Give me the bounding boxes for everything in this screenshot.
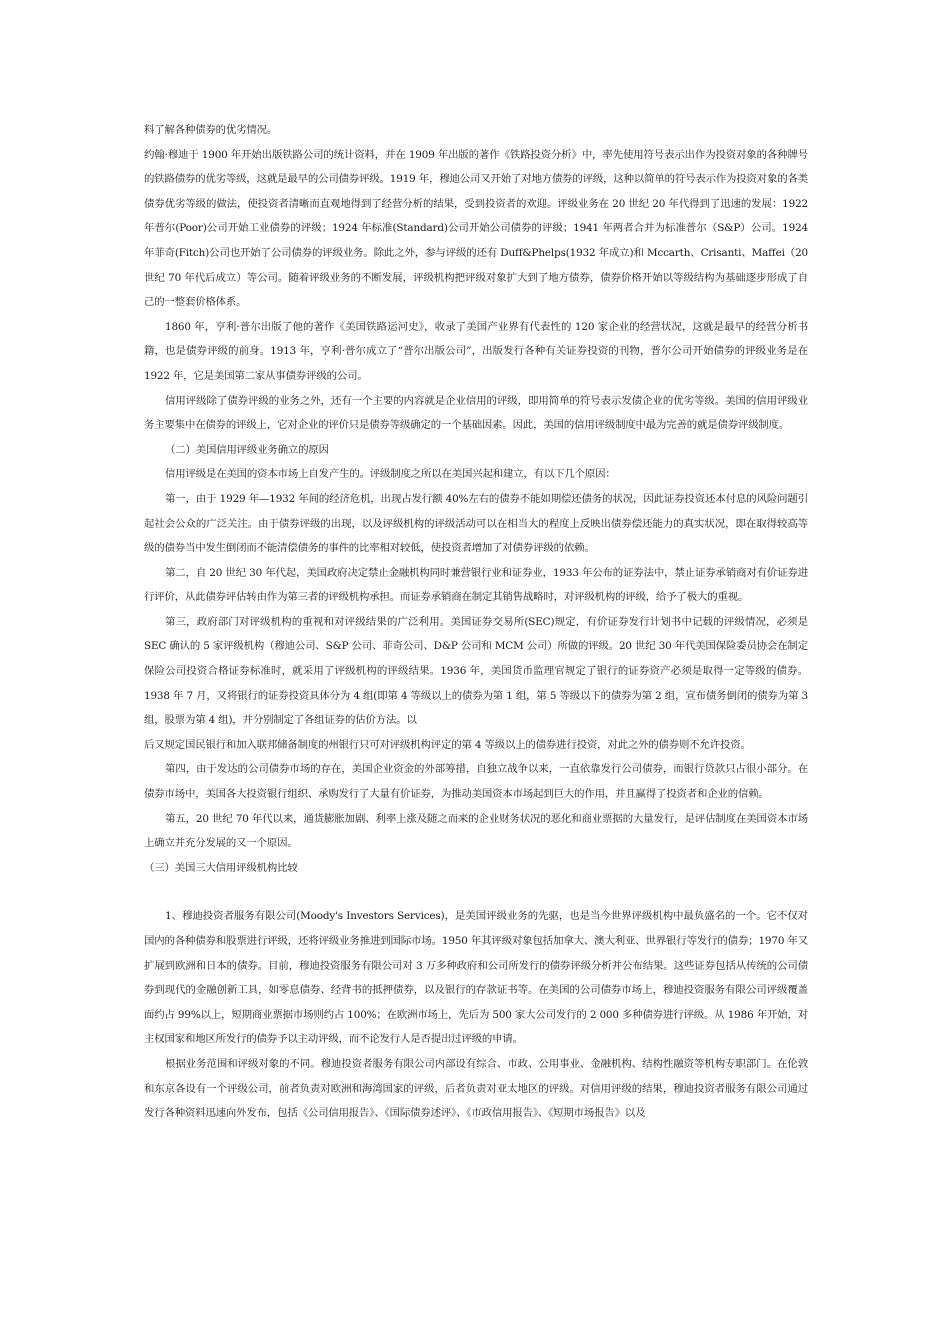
document-page [144, 118, 808, 1126]
paragraph: 1860 年，亨利·普尔出版了他的著作《美国铁路运河史》，收录了美国产业界有代表性的 120 家企业的经营状况，这就是最早的经营分析书籍，也是债券评级的前身。1913 年，亨利·普尔成立了“普尔出版公司”，出版发行各种有关证券投资的刊物，普尔公司开始债券的评级业务是在 1922 年，它是美国第二家从事债券评级的公司。 [144, 320, 808, 382]
paragraph: 第二，自 20 世纪 30 年代起，美国政府决定禁止金融机构同时兼营银行业和证券业，1933 年公布的证券法中，禁止证券承销商对有价证券进行评价，从此债券评估转由作为第三者的评级机构承担。而证券承销商在制定其销售战略时，对评级机构的评级，给予了极大的重视。 [144, 566, 808, 604]
section-heading: （二）美国信用评级业务确立的原因 [165, 443, 329, 456]
paragraph: 信用评级除了债券评级的业务之外，还有一个主要的内容就是企业信用的评级，即用简单的符号表示发债企业的优劣等级。美国的信用评级业务主要集中在债券的评级上，它对企业的评价只是债券等级确定的一个基础因素。因此，美国的信用评级制度中最为完善的就是债券评级制度。 [144, 394, 808, 432]
paragraph: 第一，由于 1929 年—1932 年间的经济危机，出现占发行额 40%左右的债券不能如期偿还债务的状况，因此证券投资还本付息的风险问题引起社会公众的广泛关注。由于债券评级的出现，以及评级机构的评级活动可以在相当大的程度上反映出债券偿还能力的真实状况，即在取得较高等级的债券当中发生倒闭而不能清偿债务的事件的比率相对较低，使投资者增加了对债券评级的依赖。 [144, 492, 808, 555]
paragraph: 料了解各种债券的优劣情况。 [144, 124, 278, 136]
blank-line [144, 880, 808, 904]
paragraph: 信用评级是在美国的资本市场上自发产生的。评级制度之所以在美国兴起和建立，有以下几个原因： [165, 468, 616, 481]
paragraph: 后又规定国民银行和加入联邦储备制度的州银行只可对评级机构评定的第 4 等级以上的债券进行投资，对此之外的债券则不允许投资。 [144, 738, 751, 751]
paragraph: 第四，由于发达的公司债券市场的存在，美国企业资金的外部筹措，自独立战争以来，一直依靠发行公司债券，而银行贷款只占很小部分。在债券市场中，美国各大投资银行组织、承购发行了大量有价证券，为推动美国资本市场起到巨大的作用，并且赢得了投资者和企业的信赖。 [144, 763, 808, 801]
paragraph: 第三，政府部门对评级机构的重视和对评级结果的广泛利用。美国证券交易所(SEC)规定，有价证券发行计划书中记载的评级情况，必须是 SEC 确认的 5 家评级机构（穆迪公司、S&P 公司、菲奇公司、D&P 公司和 MCM 公司）所做的评级。20 世纪 30 年代美国保险委员协会在制定保险公司投资合格证券标准时，就采用了评级机构的评级结果。1936 年，美国货币监理官规定了银行的证券资产必须是取得一定等级的债券。1938 年 7 月，又将银行的证券投资具体分为 4 组(即第 4 等级以上的债券为第 1 组，第 5 等级以下的债券为第 2 组，宣布债务倒闭的债券为第 3 组，股票为第 4 组)，并分别制定了各组证券的估价方法。以 [144, 615, 808, 727]
paragraph: 根据业务范围和评级对象的不同。穆迪投资者服务有限公司内部设有综合、市政、公用事业、金融机构、结构性融资等机构专职部门。在伦敦和东京各设有一个评级公司，前者负责对欧洲和海湾国家的评级，后者负责对亚太地区的评级。对信用评级的结果，穆迪投资者服务有限公司通过发行各种资料迅速向外发布，包括《公司信用报告》、《国际债券述评》、《市政信用报告》、《短期市场报告》以及 [144, 1057, 808, 1120]
section-heading: （三）美国三大信用评级机构比较 [144, 861, 298, 874]
paragraph: 1、穆迪投资者服务有限公司(Moody's Investors Services)，是美国评级业务的先驱，也是当今世界评级机构中最负盛名的一个。它不仅对国内的各种债券和股票进行评级，还将评级业务推进到国际市场。1950 年其评级对象包括加拿大、澳大利亚、世界银行等发行的债券；1970 年又扩展到欧洲和日本的债券。目前，穆迪投资服务有限公司对 3 万多种政府和公司所发行的债券评级分析并公布结果。这些证券包括从传统的公司债券到现代的金融创新工具，如零息债券、经背书的抵押债券，以及银行的存款证书等。在美国的公司债券市场上，穆迪投资服务有限公司评级覆盖面约占 99%以上，短期商业票据市场则约占 100%；在欧洲市场上，先后为 500 家大公司发行的 2 000 多种债券进行评级。从 1986 年开始，对主权国家和地区所发行的债券予以主动评级，而不论发行人是否提出过评级的申请。 [144, 910, 808, 1046]
paragraph: 约翰·穆迪于 1900 年开始出版铁路公司的统计资料，并在 1909 年出版的著作《铁路投资分析》中，率先使用符号表示出作为投资对象的各种牌号的铁路债券的优劣等级，这就是最早的公司债券评级。1919 年，穆迪公司又开始了对地方债券的评级，这种以简单的符号表示作为投资对象的各类债券优劣等级的做法，使投资者清晰而直观地得到了经营分析的结果，受到投资者的欢迎。评级业务在 20 世纪 20 年代得到了迅速的发展：1922 年普尔(Poor)公司开始工业债券的评级；1924 年标准(Standard)公司开始公司债券的评级；1941 年两者合并为标准普尔（S&P）公司。1924 年菲奇(Fitch)公司也开始了公司债券的评级业务。除此之外，参与评级的还有 Duff&Phelps(1932 年成立)和 Mccarth、Crisanti、Maffei（20 世纪 70 年代后成立）等公司。随着评级业务的不断发展，评级机构把评级对象扩大到了地方债券，债券价格开始以等级结构为基础逐步形成了自己的一整套价格体系。 [144, 148, 808, 309]
paragraph: 第五，20 世纪 70 年代以来，通货膨胀加剧、利率上涨及随之而来的企业财务状况的恶化和商业票据的大量发行，是评估制度在美国资本市场上确立并充分发展的又一个原因。 [144, 812, 808, 850]
